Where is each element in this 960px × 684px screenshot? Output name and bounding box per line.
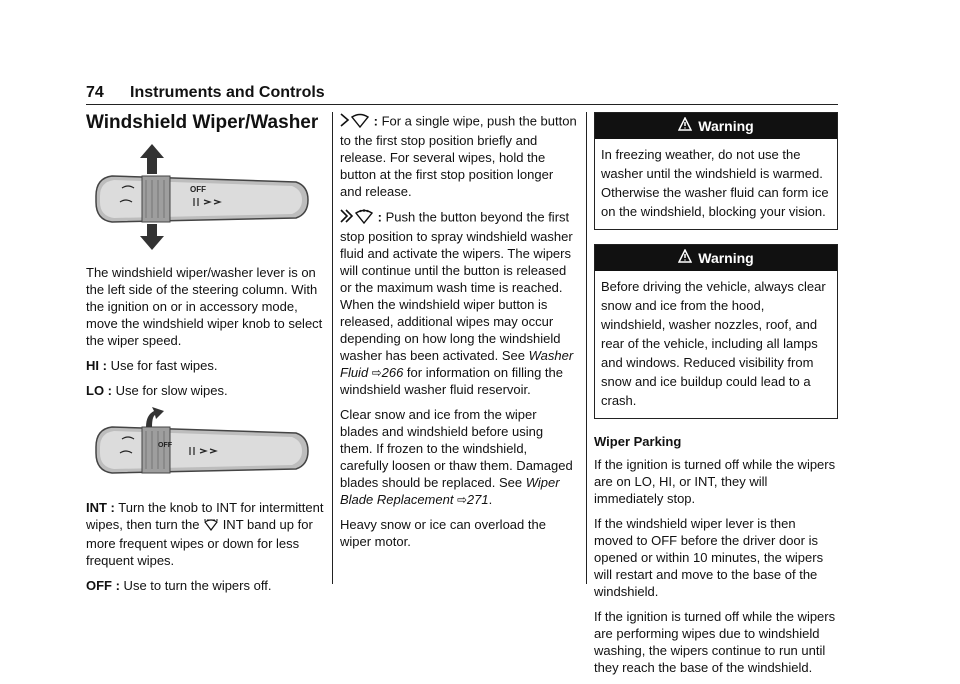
snow-text-1: Clear snow and ice from the wiper blades and windshield before using them. If frozen to the windshield, carefully loosen or thaw them. Damaged blades should be replaced. See [340, 407, 573, 490]
intermittent-wiper-icon [203, 517, 219, 535]
warning-icon [678, 249, 692, 267]
warning-heading-2: Warning [698, 249, 754, 266]
column-2 [340, 112, 578, 558]
washer-fluid-page[interactable]: 266 [381, 365, 404, 380]
warning-header-1 [595, 113, 837, 139]
wash-text-2: for information on filling the windshield washer fluid reservoir. [340, 365, 564, 397]
intro-paragraph: The windshield wiper/washer lever is on the left side of the steering column. With the ignition on or in accessory mode, move the windshield wiper knob to select the wiper speed. [86, 265, 323, 348]
column-3 [594, 112, 838, 684]
header-rule [86, 104, 838, 105]
off-term: OFF : [86, 577, 120, 593]
blade-replacement-ref[interactable]: Wiper Blade Replacement [340, 475, 560, 507]
parking-paragraph-3: If the ignition is turned off while the wipers are performing wipes due to windshield washing, the wipers continue to run until they reach the base of the windshield. [594, 609, 836, 675]
wash-item [340, 208, 578, 398]
int-text-1: Turn the knob to INT for intermittent wipes, then turn the [86, 500, 324, 532]
warning-text-2: Before driving the vehicle, always clear snow and ice from the hood, windshield, washer nozzles, roof, and rear of the vehicle, including all lamps and windows. Reduced visibility from snow and ice buildup could lead to a crash. [601, 279, 826, 408]
washer-fluid-ref[interactable]: Washer Fluid [340, 348, 574, 380]
arrow-down-icon [140, 224, 164, 250]
washer-spray-icon [340, 208, 374, 228]
column-divider-1 [332, 112, 333, 584]
single-wipe-term: : [370, 113, 378, 129]
warning-box-1 [594, 112, 838, 230]
hi-term: HI : [86, 358, 107, 373]
warning-box-2 [594, 244, 838, 419]
snow-paragraph [340, 406, 578, 508]
lo-text: Use for slow wipes. [112, 383, 228, 398]
wiper-lever-illustration-1 [86, 140, 324, 256]
int-term: INT : [86, 500, 115, 515]
wash-term: : [374, 209, 382, 225]
single-wipe-text: For a single wipe, push the button to the first stop position briefly and release. For several wipes, hold the button at the first stop position longer and release. [340, 113, 577, 199]
arrow-up-icon [140, 144, 164, 174]
lever-off-label-2: OFF [158, 442, 172, 449]
warning-heading-1: Warning [698, 117, 754, 134]
heavy-snow-paragraph: Heavy snow or ice can overload the wiper motor. [340, 517, 546, 549]
page-ref-icon: ⇨ [368, 365, 382, 380]
section-heading: Windshield Wiper/Washer [86, 112, 319, 133]
lo-item [86, 382, 324, 399]
page-header [86, 82, 838, 106]
hi-text: Use for fast wipes. [106, 358, 218, 373]
page-ref-icon-2: ⇨ [453, 492, 467, 507]
hi-item [86, 357, 324, 374]
warning-icon [678, 117, 692, 135]
off-text: Use to turn the wipers off. [119, 577, 272, 593]
snow-text-2: . [488, 492, 493, 507]
parking-paragraph-1: If the ignition is turned off while the wipers are on LO, HI, or INT, they will immediately stop. [594, 457, 836, 506]
rotate-arrow-icon [146, 407, 164, 427]
int-text-2: INT band up for more frequent wipes or down for less frequent wipes. [86, 517, 313, 568]
warning-header-2 [595, 245, 837, 271]
parking-paragraph-2: If the windshield wiper lever is then moved to OFF before the driver door is opened or within 10 minutes, the wipers will restart and move to the base of the windshield. [594, 516, 824, 599]
page-number: 74 [86, 84, 104, 101]
section-title: Instruments and Controls [130, 84, 325, 101]
wiper-lever-illustration-2 [86, 407, 324, 491]
single-wipe-icon [340, 112, 370, 132]
single-wipe-item [340, 112, 578, 200]
column-1 [86, 112, 324, 602]
warning-text-1: In freezing weather, do not use the washer until the windshield is warmed. Otherwise the washer fluid can form ice on the windshield, blocking your vision. [601, 147, 829, 219]
lo-term: LO : [86, 383, 112, 398]
wash-text-1: Push the button beyond the first stop position to spray windshield washer fluid and activate the wipers. The wipers will continue until the button is released or the maximum wash time is reached. When the windshield wiper button is released, additional wipes may occur depending on how long the windshield washer has been activated. See [340, 209, 573, 363]
wiper-parking-heading: Wiper Parking [594, 434, 682, 449]
int-item [86, 499, 324, 569]
column-divider-2 [586, 112, 587, 584]
off-item [86, 577, 324, 594]
blade-replacement-page[interactable]: 271 [466, 492, 489, 507]
lever-off-label: OFF [190, 185, 206, 194]
